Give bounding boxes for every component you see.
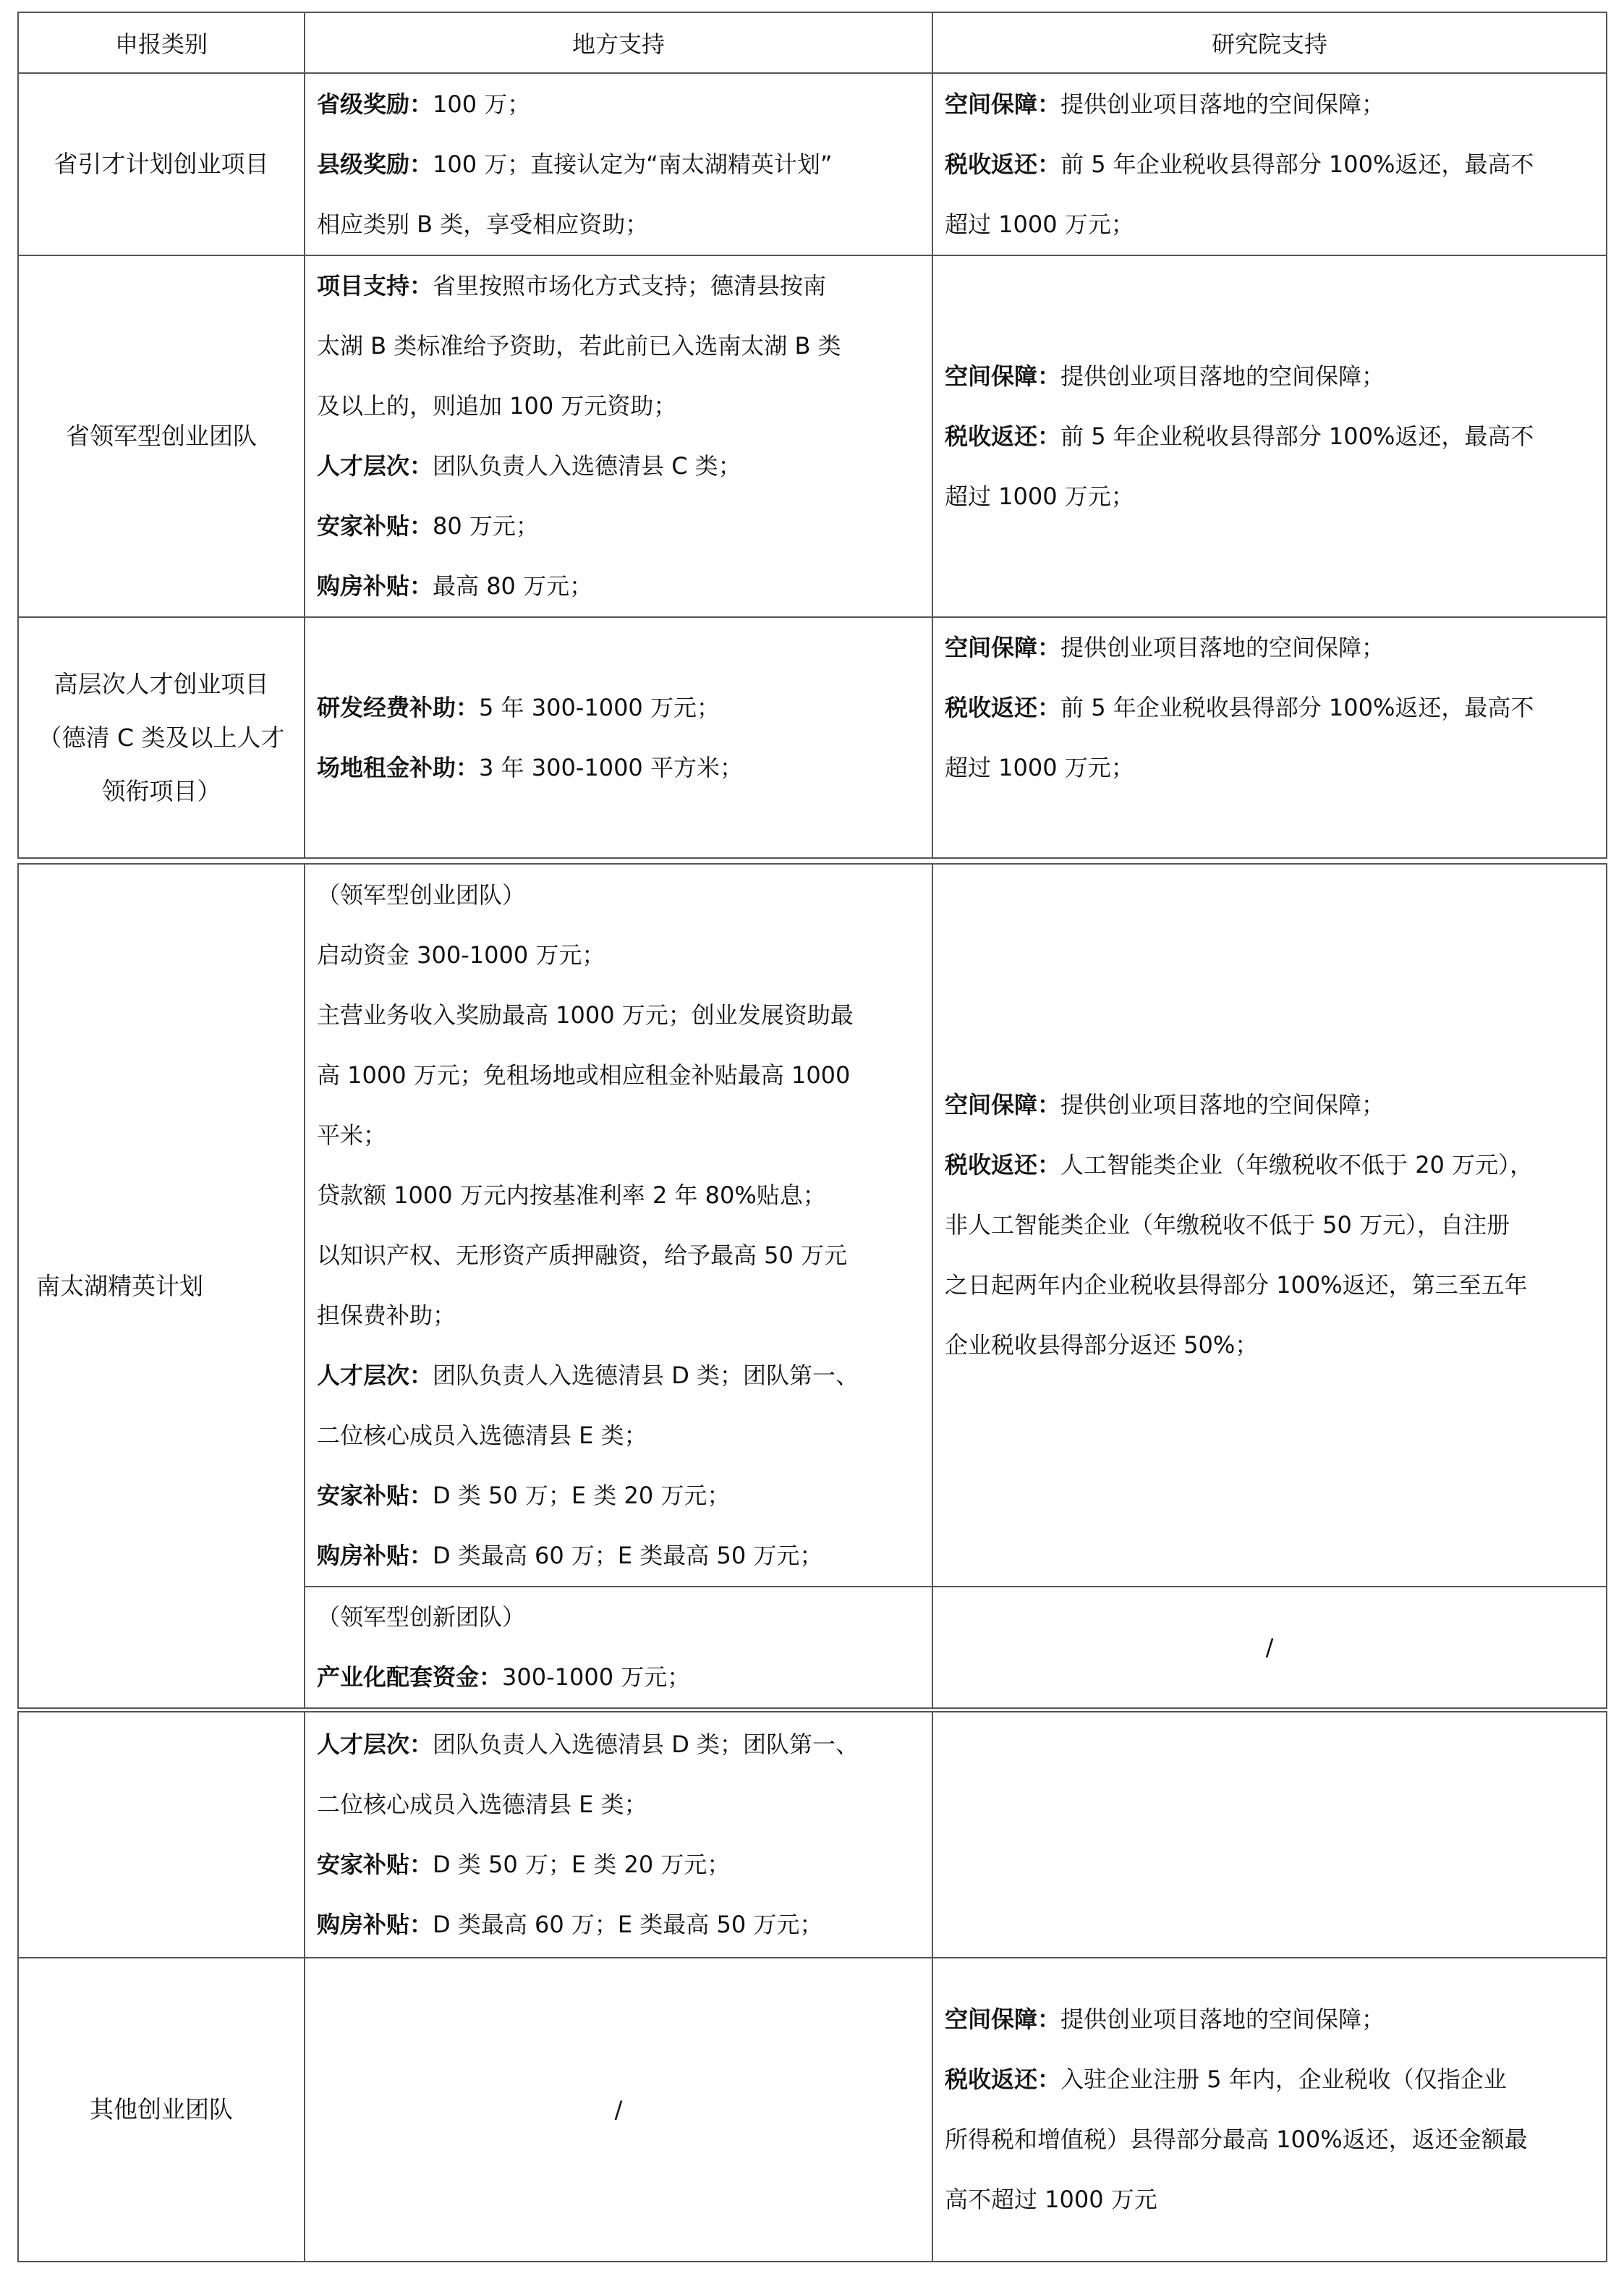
support-line-text: 平米； <box>317 1121 387 1149</box>
category-cell: 高层次人才创业项目（德清 C 类及以上人才领衔项目） <box>18 617 305 858</box>
support-line-text: 启动资金 300-1000 万元； <box>317 941 605 969</box>
support-line <box>317 678 922 738</box>
category-cell: 其他创业团队 <box>18 1958 305 2262</box>
support-line <box>317 1466 922 1526</box>
support-line-text: D 类最高 60 万；E 类最高 50 万元； <box>433 1911 823 1938</box>
support-line-label: 产业化配套资金： <box>317 1663 503 1691</box>
support-line-text: 高 1000 万元；免租场地或相应租金补贴最高 1000 <box>317 1061 851 1089</box>
policy-table-part-2 <box>17 863 1607 1709</box>
support-line <box>945 407 1596 467</box>
support-line-text: 前 5 年企业税收县得部分 100%返还，最高不 <box>1060 150 1534 178</box>
support-line <box>317 376 922 436</box>
support-line <box>317 75 922 135</box>
support-line-label: 空间保障： <box>945 90 1061 118</box>
institute-support-cell <box>932 617 1607 858</box>
local-support-cell <box>305 617 932 858</box>
support-line-text: 所得税和增值税）县得部分最高 100%返还，返还金额最 <box>945 2126 1528 2153</box>
support-line <box>317 1526 922 1586</box>
institute-support-cell <box>932 255 1607 617</box>
support-line-text: D 类 50 万；E 类 20 万元； <box>433 1481 731 1509</box>
support-line-text: 提供创业项目落地的空间保障； <box>1060 90 1385 118</box>
support-line-label: 人才层次： <box>317 1731 433 1758</box>
support-line-label: 税收返还： <box>945 694 1061 721</box>
support-line <box>317 436 922 496</box>
support-line-text: 太湖 B 类标准给予资助，若此前已入选南太湖 B 类 <box>317 332 841 360</box>
support-line <box>317 1045 922 1105</box>
support-line-text: 二位核心成员入选德清县 E 类； <box>317 1791 647 1818</box>
support-line-text: 之日起两年内企业税收县得部分 100%返还，第三至五年 <box>945 1271 1528 1299</box>
institute-support-cell <box>932 864 1607 1587</box>
support-line-text: 高不超过 1000 万元 <box>945 2186 1157 2213</box>
support-line <box>317 1895 922 1955</box>
support-line <box>945 1075 1596 1135</box>
support-line-label: 研发经费补助： <box>317 693 480 721</box>
support-line-text: 二位核心成员入选德清县 E 类； <box>317 1421 647 1449</box>
support-line-text: 100 万； <box>433 90 531 118</box>
institute-support-cell <box>932 73 1607 255</box>
support-line-label: 空间保障： <box>945 2005 1061 2033</box>
support-line-label: 人才层次： <box>317 1361 433 1389</box>
support-line-text: 团队负责人入选德清县 D 类；团队第一、 <box>433 1731 859 1758</box>
support-line-label: 安家补贴： <box>317 1481 433 1509</box>
support-line-label: 人才层次： <box>317 452 433 480</box>
support-line <box>317 195 922 255</box>
table-row <box>18 1958 1607 2262</box>
support-line-label: 空间保障： <box>945 634 1061 661</box>
support-line-text: 人工智能类企业（年缴税收不低于 20 万元）， <box>1060 1151 1534 1179</box>
support-line-text: 超过 1000 万元； <box>945 482 1134 510</box>
table-row <box>18 864 1607 1587</box>
support-line <box>317 556 922 616</box>
support-line <box>945 1315 1596 1375</box>
support-line-text: 主营业务收入奖励最高 1000 万元；创业发展资助最 <box>317 1001 854 1029</box>
support-line-text: 以知识产权、无形资产质押融资，给予最高 50 万元 <box>317 1241 848 1269</box>
table-row <box>18 255 1607 617</box>
support-line-text: 省里按照市场化方式支持；德清县按南 <box>433 272 827 300</box>
support-line-label: 县级奖励： <box>317 150 433 178</box>
support-line <box>945 467 1596 527</box>
support-line-text: D 类 50 万；E 类 20 万元； <box>433 1851 731 1878</box>
support-line-label: 税收返还： <box>945 150 1061 178</box>
support-line-text: 最高 80 万元； <box>433 572 593 600</box>
support-line <box>945 618 1596 678</box>
category-cell-empty <box>18 1712 305 1958</box>
support-line <box>945 738 1596 798</box>
support-line-label: 项目支持： <box>317 272 433 300</box>
local-support-cell <box>305 73 932 255</box>
local-support-cell <box>305 864 932 1587</box>
support-line-text: 3 年 300-1000 平方米； <box>479 753 743 781</box>
support-line-text: 相应类别 B 类，享受相应资助； <box>317 210 649 238</box>
support-line <box>317 985 922 1045</box>
header-local-support: 地方支持 <box>305 12 932 73</box>
table-row <box>18 73 1607 255</box>
support-line <box>317 1226 922 1286</box>
table-row <box>18 1712 1607 1958</box>
local-support-cell <box>305 255 932 617</box>
support-line-text: 100 万；直接认定为“南太湖精英计划” <box>433 150 833 178</box>
support-line-label: 安家补贴： <box>317 1851 433 1878</box>
category-cell: 南太湖精英计划 <box>18 864 305 1708</box>
support-line <box>317 256 922 316</box>
support-line-text: 团队负责人入选德清县 D 类；团队第一、 <box>433 1361 859 1389</box>
support-line <box>945 2170 1596 2230</box>
institute-support-empty: / <box>932 1587 1607 1708</box>
support-line-text: 超过 1000 万元； <box>945 210 1134 238</box>
support-line <box>945 678 1596 738</box>
support-line-text: 提供创业项目落地的空间保障； <box>1060 2005 1385 2033</box>
support-line <box>945 1195 1596 1255</box>
support-line <box>317 1286 922 1346</box>
header-category: 申报类别 <box>18 12 305 73</box>
support-line <box>945 135 1596 195</box>
category-cell: 省引才计划创业项目 <box>18 73 305 255</box>
institute-support-cell-empty <box>932 1712 1607 1958</box>
support-line <box>317 135 922 195</box>
support-line-label: 购房补贴： <box>317 1911 433 1938</box>
support-line-text: 团队负责人入选德清县 C 类； <box>433 452 741 480</box>
support-line <box>317 1715 922 1775</box>
local-support-cell <box>305 1712 932 1958</box>
support-line <box>317 496 922 556</box>
support-line-text: 企业税收县得部分返还 50%； <box>945 1331 1259 1359</box>
support-line <box>945 1135 1596 1195</box>
support-line-text: 及以上的，则追加 100 万元资助； <box>317 392 677 420</box>
support-line-text: 贷款额 1000 万元内按基准利率 2 年 80%贴息； <box>317 1181 826 1209</box>
local-support-cell <box>305 1587 932 1708</box>
support-line-text: 5 年 300-1000 万元； <box>479 693 720 721</box>
support-line-text: 非人工智能类企业（年缴税收不低于 50 万元），自注册 <box>945 1211 1510 1239</box>
support-line <box>317 925 922 985</box>
support-line-label: 空间保障： <box>945 362 1061 390</box>
support-line <box>317 865 922 925</box>
support-line-text: 提供创业项目落地的空间保障； <box>1060 362 1385 390</box>
support-line-label: 省级奖励： <box>317 90 433 118</box>
support-line-text: 入驻企业注册 5 年内，企业税收（仅指企业 <box>1060 2066 1507 2093</box>
support-line-label: 购房补贴： <box>317 1541 433 1569</box>
header-row <box>18 12 1607 73</box>
support-line-text: 提供创业项目落地的空间保障； <box>1060 1091 1385 1118</box>
support-line <box>945 347 1596 407</box>
policy-table-part-3 <box>17 1711 1607 2262</box>
support-line <box>945 75 1596 135</box>
support-line <box>317 1346 922 1406</box>
support-line-text: （领军型创业团队） <box>317 880 526 909</box>
support-line-text: 提供创业项目落地的空间保障； <box>1060 634 1385 661</box>
support-line-label: 税收返还： <box>945 1151 1061 1179</box>
support-line <box>317 1105 922 1166</box>
support-line <box>317 738 922 798</box>
support-line-label: 场地租金补助： <box>317 753 480 781</box>
support-line <box>945 195 1596 255</box>
support-line-text: 超过 1000 万元； <box>945 754 1134 781</box>
support-line-label: 空间保障： <box>945 1091 1061 1118</box>
support-line <box>317 1406 922 1466</box>
support-line <box>317 1647 922 1707</box>
support-line-text: 80 万元； <box>433 512 539 540</box>
support-line-text: （领军型创新团队） <box>317 1603 526 1631</box>
support-line <box>317 316 922 376</box>
support-line <box>945 2110 1596 2170</box>
support-line <box>945 1255 1596 1315</box>
table-row <box>18 617 1607 858</box>
support-line-label: 安家补贴： <box>317 512 433 540</box>
support-line <box>317 1775 922 1835</box>
support-line-text: 前 5 年企业税收县得部分 100%返还，最高不 <box>1060 694 1534 721</box>
support-line-text: 担保费补助； <box>317 1301 456 1329</box>
support-line <box>945 2050 1596 2110</box>
support-line <box>945 1990 1596 2050</box>
support-line <box>317 1166 922 1226</box>
support-line-text: D 类最高 60 万；E 类最高 50 万元； <box>433 1541 823 1569</box>
support-line-label: 购房补贴： <box>317 572 433 600</box>
support-line <box>317 1587 922 1647</box>
local-support-empty: / <box>305 1958 932 2262</box>
institute-support-cell <box>932 1958 1607 2262</box>
support-line-text: 前 5 年企业税收县得部分 100%返还，最高不 <box>1060 422 1534 450</box>
policy-table-part-1 <box>17 12 1607 859</box>
support-line-label: 税收返还： <box>945 422 1061 450</box>
support-line-text: 300-1000 万元； <box>502 1663 691 1691</box>
category-cell: 省领军型创业团队 <box>18 255 305 617</box>
support-line-label: 税收返还： <box>945 2066 1061 2093</box>
header-institute-support: 研究院支持 <box>932 12 1607 73</box>
support-line <box>317 1835 922 1895</box>
